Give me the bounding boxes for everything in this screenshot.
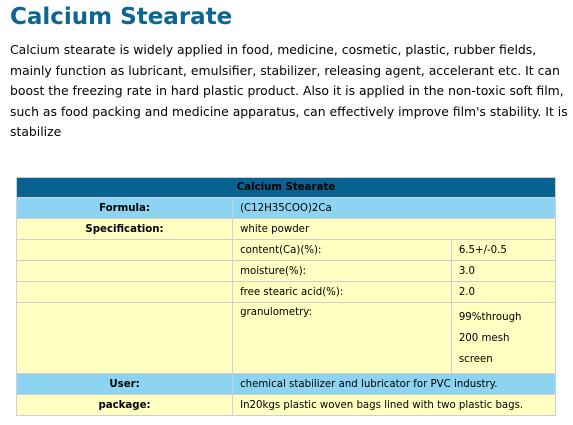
page-title: Calcium Stearate — [10, 4, 233, 30]
table-header-row — [17, 178, 556, 198]
spec-row-spacer — [17, 240, 233, 261]
formula-value: (C12H35COO)2Ca — [233, 198, 556, 219]
granulometry-line: screen — [458, 354, 493, 365]
formula-row — [17, 198, 556, 219]
spec-row-value: 6.5+/-0.5 — [451, 240, 555, 261]
spec-row-name: content(Ca)(%): — [233, 240, 452, 261]
specification-label: Specification: — [17, 219, 233, 240]
spec-row-spacer — [17, 282, 233, 303]
spec-row-content — [17, 240, 556, 261]
user-row — [17, 374, 556, 395]
spec-row-value: 2.0 — [451, 282, 555, 303]
spec-row-granulometry — [17, 303, 556, 374]
intro-paragraph: Calcium stearate is widely applied in food, medicine, cosmetic, plastic, rubber fields, mainly function as lubricant, emulsifier, stabilizer, releasing agent, accelerant etc. It can boost the freezing rate in hard plastic product. Also it is applied in the non-toxic soft film, such as food packing and medicine apparatus, can effectively improve film's stability. It is stabilize — [10, 42, 568, 139]
spec-row-spacer — [17, 303, 233, 374]
user-value: chemical stabilizer and lubricator for PVC industry. — [233, 374, 556, 395]
granulometry-line: 200 mesh — [458, 333, 510, 344]
specification-row — [17, 219, 556, 240]
spec-row-name: moisture(%): — [233, 261, 452, 282]
package-label: package: — [17, 395, 233, 416]
granulometry-line: 99%through — [458, 312, 522, 323]
spec-row-free-stearic-acid — [17, 282, 556, 303]
specification-value: white powder — [233, 219, 556, 240]
table-header: Calcium Stearate — [17, 178, 556, 198]
spec-table — [16, 177, 556, 416]
package-value: In20kgs plastic woven bags lined with two plastic bags. — [233, 395, 556, 416]
spec-row-name: free stearic acid(%): — [233, 282, 452, 303]
package-row — [17, 395, 556, 416]
spec-row-moisture — [17, 261, 556, 282]
spec-row-spacer — [17, 261, 233, 282]
spec-row-name: granulometry: — [233, 303, 452, 374]
spec-row-value: 3.0 — [451, 261, 555, 282]
spec-row-value — [451, 303, 555, 374]
user-label: User: — [17, 374, 233, 395]
formula-label: Formula: — [17, 198, 233, 219]
